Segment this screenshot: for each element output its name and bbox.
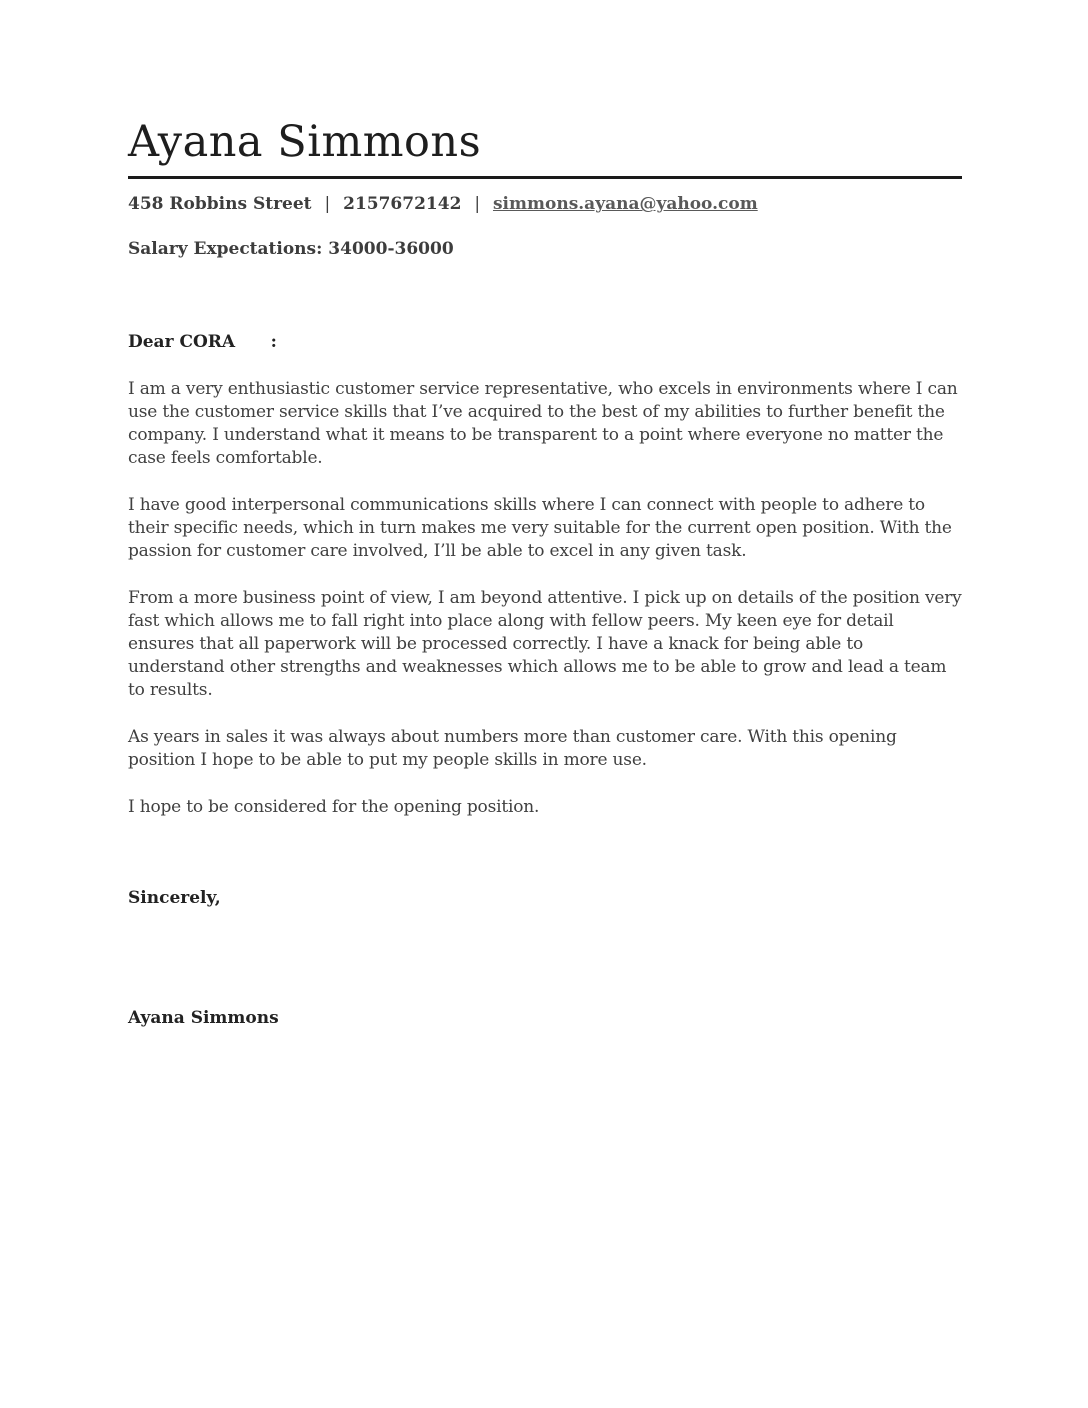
contact-separator: | [324,194,331,215]
paragraph-sales: As years in sales it was always about numbers more than customer care. With this opening position I hope to be able to put my people skills in more use. [128,727,897,771]
greeting-line: Dear CORA : [128,332,277,353]
signature-name: Ayana Simmons [128,1008,279,1029]
paragraph-intro: I am a very enthusiastic customer service representative, who excels in environments where I can use the customer service skills that I’ve acquired to the best of my abilities to further benefit the company. I understand what it means to be transparent to a point where everyone no matter the case feels comfortable. [128,379,958,469]
letter-body [128,331,962,1030]
contact-separator: | [474,194,481,215]
paragraph-interpersonal: I have good interpersonal communications skills where I can connect with people to adhere to their specific needs, which in turn makes me very suitable for the current open position. With the passion for customer care involved, I’ll be able to excel in any given task. [128,495,952,562]
header-divider [128,176,962,179]
letter-header [128,118,962,261]
contact-phone: 2157672142 [343,194,462,215]
closing-line: Sincerely, [128,888,221,909]
paragraph-consideration: I hope to be considered for the opening position. [128,797,540,818]
contact-address: 458 Robbins Street [128,194,312,215]
page-title: Ayana Simmons [128,117,482,167]
salary-expectations: Salary Expectations: 34000-36000 [128,239,454,260]
paragraph-business: From a more business point of view, I am beyond attentive. I pick up on details of the position very fast which allows me to fall right into place along with fellow peers. My keen eye for detail ensures that all paperwork will be processed correctly. I have a knack for being able to understand other strengths and weaknesses which allows me to be able to grow and lead a team to results. [128,588,962,701]
email-link[interactable]: simmons.ayana@yahoo.com [492,194,758,215]
contact-line [128,193,962,216]
